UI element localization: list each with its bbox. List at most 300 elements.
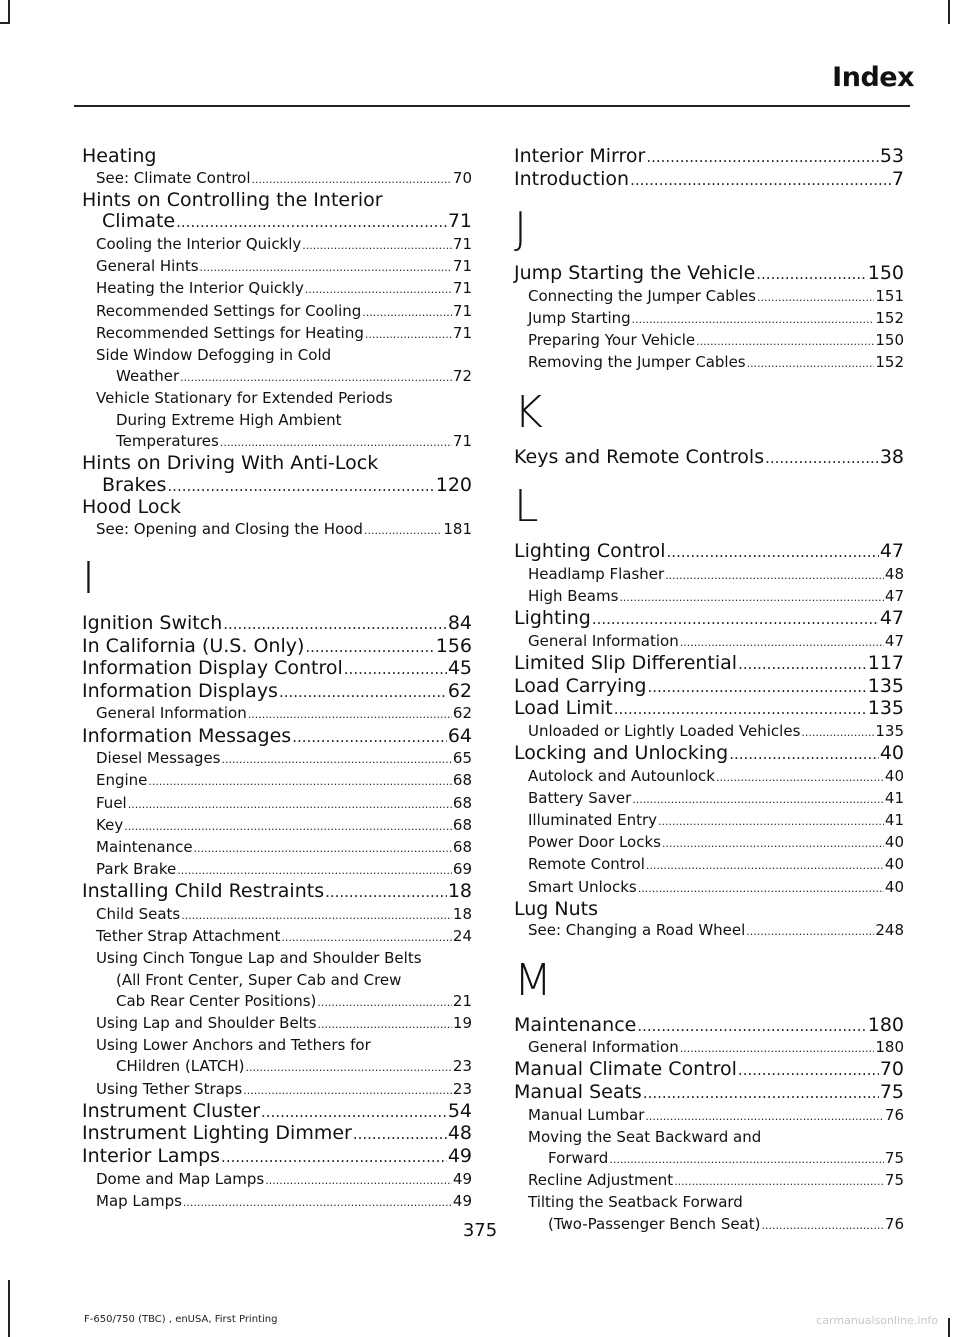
index-entry-text: Hood Lock [82,496,181,519]
index-subentry [514,1127,904,1148]
index-page-ref: 72 [452,367,472,386]
index-column-left [82,146,472,1213]
index-subentry [82,815,472,837]
index-entry [514,698,904,721]
dot-leader [281,927,452,948]
index-subentry [82,388,472,409]
index-entry-text: Maintenance [96,837,193,856]
index-subentry [514,1192,904,1213]
crop-mark-top-left-h [0,22,10,24]
index-page-ref: 76 [884,1105,904,1124]
index-entry-text: Child Seats [96,904,181,923]
dot-leader [177,860,452,881]
index-subentry [514,286,904,308]
index-entry-text: Power Door Locks [528,833,661,852]
index-entry-text: Diesel Messages [96,749,221,768]
dot-leader [637,1016,866,1038]
index-entry-text: Heating [82,145,157,167]
dot-leader [344,659,447,681]
index-entry-text: Installing Child Restraints [82,880,325,903]
index-page-ref: 180 [867,1013,904,1036]
index-entry-text: During Extreme High Ambient [116,410,342,429]
index-page-ref: 150 [875,331,904,350]
index-page-ref: 71 [452,279,472,298]
index-entry-text: (All Front Center, Super Cab and Crew [116,970,402,989]
index-page-ref: 19 [452,1014,472,1032]
index-entry-text: Instrument Cluster [82,1099,261,1122]
index-entry-text: Using Tether Straps [96,1079,243,1098]
dot-leader [124,816,452,837]
index-entry [514,899,904,921]
index-entry [82,1101,472,1124]
index-letter-heading: M [514,954,552,1006]
index-entry-text: Manual Seats [514,1080,642,1103]
index-entry-text: General Hints [96,257,199,276]
index-page-ref: 71 [452,323,472,342]
index-page-ref: 68 [452,771,472,790]
index-page-ref: 41 [884,810,904,829]
index-page-ref: 62 [447,679,472,702]
index-entry-text: Using Cinch Tongue Lap and Shoulder Belts [96,949,422,968]
index-entry [82,1123,472,1146]
index-entry-text: Smart Unlocks [528,877,637,896]
index-page-ref: 180 [875,1038,904,1057]
index-page-ref: 68 [452,837,472,856]
index-subentry [82,748,472,770]
index-page-ref: 18 [447,880,472,903]
index-page-ref: 71 [452,431,472,450]
index-page-ref: 68 [452,793,472,812]
index-entry [82,636,472,659]
index-page-ref: 23 [452,1057,472,1076]
index-subentry [82,278,472,300]
index-subentry [514,564,904,586]
dot-leader [261,1102,447,1124]
index-page-ref: 47 [884,631,904,650]
index-subentry [82,256,472,278]
crop-mark-bottom-right-v [948,1318,950,1337]
index-subentry [82,1056,472,1078]
dot-leader [194,838,452,859]
dot-leader [364,520,442,541]
index-entry-text: Recommended Settings for Heating [96,323,364,342]
dot-leader [658,811,884,832]
index-entry-text: Locking and Unlocking [514,741,729,764]
index-entry [82,1146,472,1169]
index-entry-text: Engine [96,771,148,790]
index-subentry [514,854,904,876]
index-page-ref: 71 [452,301,472,320]
index-entry-text: Keys and Remote Controls [514,445,765,468]
index-page-ref: 7 [891,167,904,190]
dot-leader [325,882,447,904]
index-page-ref: 135 [867,674,904,697]
index-page-ref: 68 [452,815,472,834]
index-entry [514,447,904,470]
index-page-ref: 65 [452,749,472,768]
index-subentry [82,948,472,969]
index-entry-text: Recommended Settings for Cooling [96,301,362,320]
index-entry [82,613,472,636]
crop-mark-top-right-v [948,0,950,24]
dot-leader [362,302,452,323]
index-page-ref: 53 [879,145,904,167]
dot-leader [619,587,884,608]
index-entry-text: Moving the Seat Backward and [528,1127,762,1146]
index-page-ref: 151 [875,286,904,305]
index-page-ref: 135 [875,721,904,740]
dot-leader [305,279,452,300]
index-entry-text: Lug Nuts [514,897,598,920]
index-subentry [514,832,904,854]
index-entry-text: Ignition Switch [82,612,223,634]
index-entry-text: Information Display Control [82,657,343,680]
index-entry-text: Information Displays [82,679,278,702]
index-entry-text: Temperatures [116,431,219,450]
index-entry-text: Information Messages [82,724,292,747]
index-page-ref: 21 [452,991,472,1010]
index-entry-text: See: Opening and Closing the Hood [96,519,363,538]
index-page-ref: 18 [452,904,472,923]
index-entry-text: Removing the Jumper Cables [528,353,746,372]
dot-leader [223,614,447,636]
dot-leader [680,1038,875,1059]
index-entry-text: Using Lap and Shoulder Belts [96,1014,317,1032]
index-entry [82,681,472,704]
index-page-ref: 64 [447,724,472,747]
index-subentry [82,345,472,366]
dot-leader [665,565,884,586]
index-page-ref: 75 [879,1080,904,1103]
dot-leader [801,722,874,743]
index-page-ref: 152 [875,308,904,327]
index-entry [514,1015,904,1038]
index-page-ref: 40 [884,766,904,785]
dot-leader [302,235,452,256]
index-page-ref: 71 [452,234,472,253]
crop-mark-top-left-v [8,0,10,24]
dot-leader [220,432,452,453]
index-entry [82,726,472,749]
index-entry-text: See: Changing a Road Wheel [528,921,746,940]
index-column-right [514,146,904,1236]
index-subentry [514,766,904,788]
index-entry-text: Fuel [96,793,127,812]
index-entry [82,497,472,519]
index-page-ref: 71 [447,210,472,233]
dot-leader [305,637,434,659]
index-entry [514,676,904,699]
index-subentry [82,410,472,431]
index-page-ref: 152 [875,353,904,372]
dot-leader [643,1083,879,1105]
index-subentry [82,234,472,256]
index-page-ref: 48 [447,1122,472,1145]
index-entry [514,743,904,766]
index-entry-text: Interior Lamps [82,1145,221,1167]
index-page-ref: 54 [447,1099,472,1122]
index-page-ref: 47 [884,586,904,605]
index-subentry [82,793,472,815]
index-letter-heading: L [514,481,539,533]
index-entry-text: Heating the Interior Quickly [96,279,304,298]
index-entry [82,146,472,168]
index-entry-text: Cooling the Interior Quickly [96,234,302,253]
index-page-ref: 49 [452,1169,472,1188]
dot-leader [592,609,879,631]
index-entry [82,658,472,681]
index-entry [82,453,472,475]
index-subentry [82,366,472,388]
index-subentry [514,1170,904,1192]
index-entry-text: (Two-Passenger Bench Seat) [548,1214,761,1233]
index-entry-text: Autolock and Autounlock [528,766,715,785]
dot-leader [353,1124,447,1146]
index-letter-heading: I [82,553,95,604]
index-subentry [514,1105,904,1127]
index-entry [514,653,904,676]
index-subentry [514,721,904,743]
index-subentry [82,168,472,190]
dot-leader [667,542,879,564]
index-subentry [514,1148,904,1170]
index-page-ref: 76 [884,1214,904,1233]
index-entry [514,146,904,169]
index-subentry [82,904,472,926]
index-entry [514,1059,904,1082]
index-entry-text: Manual Lumbar [528,1105,645,1124]
index-entry-text: Instrument Lighting Dimmer [82,1122,352,1145]
index-page-ref: 117 [867,651,904,674]
dot-leader [746,921,874,942]
index-subentry [514,877,904,899]
index-page-ref: 48 [884,564,904,583]
index-entry-text: Cab Rear Center Positions) [116,991,317,1010]
index-subentry [514,308,904,330]
dot-leader [716,767,884,788]
index-page-ref: 84 [447,612,472,634]
index-subentry [514,1037,904,1059]
dot-leader [647,677,866,699]
dot-leader [738,1060,879,1082]
index-page-ref: 40 [879,741,904,764]
index-entry-text: Load Limit [514,697,613,720]
dot-leader [180,367,452,388]
index-entry [82,475,472,498]
index-entry-text: General Information [96,704,247,723]
index-page-ref: 75 [884,1148,904,1167]
dot-leader [167,476,434,498]
dot-leader [662,833,884,854]
page-number: 375 [462,1220,498,1241]
index-entry-text: Climate [102,210,176,233]
dot-leader [757,287,874,308]
index-entry [514,263,904,286]
index-entry-text: Interior Mirror [514,145,646,167]
dot-leader [765,448,879,470]
index-entry-text: Battery Saver [528,788,632,807]
dot-leader [638,878,884,899]
dot-leader [128,794,452,815]
index-subentry [514,810,904,832]
index-subentry [82,926,472,948]
index-entry-text: Lighting [514,607,591,630]
dot-leader [632,789,884,810]
index-entry-text: General Information [528,1038,679,1057]
index-page-ref: 40 [884,877,904,896]
index-entry-text: Key [96,815,124,834]
dot-leader [246,1057,452,1078]
dot-leader [183,1192,452,1213]
index-entry-text: Hints on Controlling the Interior [82,188,383,211]
dot-leader [738,654,867,676]
dot-leader [674,1171,884,1192]
page-title: Index [832,62,914,93]
index-entry-text: In California (U.S. Only) [82,634,305,657]
index-entry-text: General Information [528,631,679,650]
index-subentry [514,788,904,810]
index-page-ref: 41 [884,788,904,807]
dot-leader [200,257,452,278]
index-entry-text: Park Brake [96,860,177,879]
dot-leader [243,1080,452,1101]
dot-leader [318,1014,452,1035]
index-entry-text: Limited Slip Differential [514,651,738,674]
index-page-ref: 24 [452,927,472,946]
index-subentry [82,970,472,991]
dot-leader [614,699,867,721]
index-subentry [82,991,472,1013]
dot-leader [756,264,866,286]
index-subentry [82,837,472,859]
dot-leader [265,1170,452,1191]
index-entry-text: High Beams [528,586,619,605]
index-entry-text: Lighting Control [514,540,666,563]
index-letter-heading: J [514,203,527,255]
index-entry-text: Jump Starting [528,308,631,327]
dot-leader [317,992,452,1013]
index-page-ref: 181 [443,519,472,538]
dot-leader [632,309,875,330]
index-entry-text: Headlamp Flasher [528,564,665,583]
index-subentry [82,1191,472,1213]
index-page-ref: 23 [452,1079,472,1098]
index-page-ref: 150 [867,262,904,285]
index-subentry [82,519,472,541]
index-subentry [82,1169,472,1191]
index-subentry [514,352,904,374]
dot-leader [630,170,891,192]
index-entry-text: Load Carrying [514,674,647,697]
index-page-ref: 70 [879,1058,904,1081]
index-page-ref: 62 [452,704,472,723]
index-page-ref: 248 [875,921,904,940]
index-page-ref: 38 [879,445,904,468]
index-entry-text: Introduction [514,167,630,190]
index-subentry [82,1013,472,1035]
watermark: carmanualsonline.info [816,1314,938,1327]
index-entry [82,190,472,212]
index-subentry [82,770,472,792]
index-entry-text: Dome and Map Lamps [96,1169,265,1188]
index-entry-text: Manual Climate Control [514,1058,737,1081]
dot-leader [148,771,451,792]
index-page-ref: 75 [884,1171,904,1190]
index-page-ref: 71 [452,257,472,276]
footer-text: F-650/750 (TBC) , enUSA, First Printing [84,1314,278,1325]
index-subentry [514,330,904,352]
dot-leader [176,212,447,234]
index-letter-heading: K [514,386,543,438]
index-entry-text: Brakes [102,473,167,496]
index-subentry [514,586,904,608]
index-entry-text: Remote Control [528,855,645,874]
index-entry [514,169,904,192]
index-entry-text: Using Lower Anchors and Tethers for [96,1036,371,1055]
dot-leader [292,727,447,749]
index-entry [82,881,472,904]
index-page-ref: 49 [447,1145,472,1167]
index-page-ref: 47 [879,607,904,630]
index-entry-text: Hints on Driving With Anti-Lock [82,452,379,475]
dot-leader [747,353,875,374]
index-entry [514,541,904,564]
dot-leader [645,1106,884,1127]
index-page-ref: 47 [879,540,904,563]
index-page-ref: 45 [447,657,472,680]
dot-leader [248,704,452,725]
index-entry-text: Map Lamps [96,1191,182,1210]
index-subentry [82,301,472,323]
index-entry-text: Jump Starting the Vehicle [514,262,756,285]
crop-mark-bottom-left-v [8,1280,10,1337]
index-entry-text: Vehicle Stationary for Extended Periods [96,389,393,408]
dot-leader [365,324,452,345]
index-entry-text: Maintenance [514,1013,637,1036]
index-page-ref: 120 [435,473,472,496]
index-entry-text: Weather [116,367,180,386]
index-entry [514,608,904,631]
index-entry-text: Illuminated Entry [528,810,658,829]
index-page-ref: 70 [452,168,472,187]
index-entry-text: Tilting the Seatback Forward [528,1193,743,1212]
index-subentry [82,703,472,725]
dot-leader [609,1149,884,1170]
index-page-ref: 40 [884,855,904,874]
index-subentry [82,431,472,453]
index-entry-text: Unloaded or Lightly Loaded Vehicles [528,721,801,740]
dot-leader [696,331,874,352]
index-page-ref: 69 [452,860,472,879]
index-subentry [82,1035,472,1056]
index-page-ref: 135 [867,697,904,720]
dot-leader [729,744,879,766]
index-entry-text: Preparing Your Vehicle [528,331,696,350]
dot-leader [680,632,884,653]
index-subentry [514,920,904,942]
index-page-ref: 40 [884,833,904,852]
index-entry [514,1082,904,1105]
index-page-ref: 156 [435,634,472,657]
index-entry-text: See: Climate Control [96,168,251,187]
index-entry-text: CHildren (LATCH) [116,1057,245,1076]
index-entry-text: Side Window Defogging in Cold [96,346,332,364]
index-subentry [514,631,904,653]
dot-leader [252,169,452,190]
index-entry-text: Forward [548,1148,609,1167]
index-entry-text: Connecting the Jumper Cables [528,286,756,305]
dot-leader [279,682,447,704]
